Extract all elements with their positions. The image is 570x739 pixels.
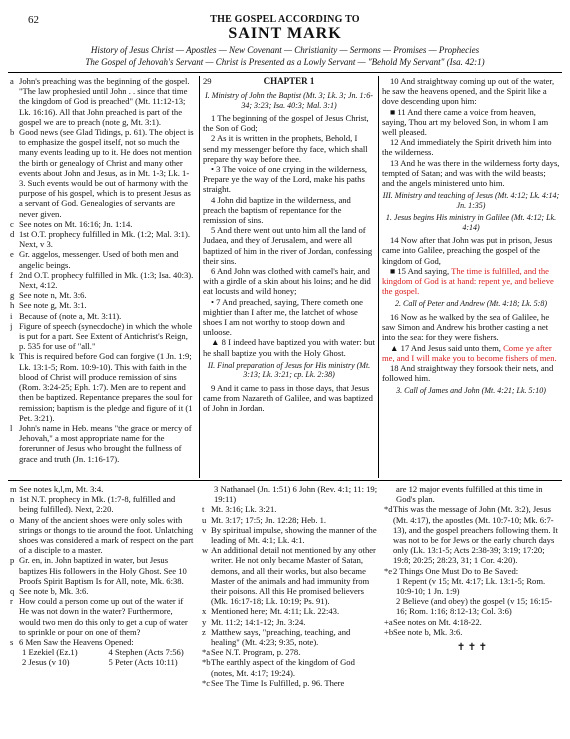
- bottom-mid-note: [202, 515, 378, 525]
- bottom-right-note: [384, 566, 560, 576]
- note-text: See note b, Mk. 3:6.: [393, 626, 463, 637]
- verse-17-words-of-jesus: Come ye after me, and I will make you to become fishers of men.: [382, 342, 557, 363]
- note-key: h: [10, 300, 15, 311]
- left-note: [10, 351, 195, 422]
- note-key: a: [10, 76, 14, 86]
- note-key: +b: [384, 626, 394, 637]
- footnotes-middle: [202, 484, 378, 736]
- note-key: b: [10, 127, 15, 138]
- note-text: John's name in Heb. means "the grace or mercy of Jehovah," a most appropriate name for the forerunner of Jesus who brought the fullness of grace and truth (Jn. 1:16-17).: [19, 422, 192, 464]
- note-text: 1st O.T. prophecy fulfilled in Mk. (1:2; Mal. 3:1). Next, v 3.: [19, 229, 190, 250]
- note-text: 1st N.T. prophecy in Mk. (1:7-8, fulfilled and being fulfilled). Next, 2:20.: [19, 494, 176, 515]
- left-note: [10, 311, 195, 321]
- bottom-left-note: [10, 637, 195, 647]
- note-key: y: [202, 616, 207, 627]
- scripture-column-middle: [203, 76, 375, 478]
- note-text: By spiritual impulse, showing the manner of the leading of Mt. 4:1; Lk. 4:1.: [211, 524, 377, 546]
- verse: 6 And John was clothed with camel's hair, and with a girdle of a skin about his loins; and he did eat locusts and wild honey;: [203, 266, 371, 297]
- bottom-right-note: [384, 484, 560, 504]
- verse: • 7 And preached, saying, There cometh one mightier than I after me, the latchet of whose shoes I am not worthy to stoop down and unloose.: [203, 296, 363, 338]
- bottom-left-note: [10, 596, 195, 637]
- bottom-left-note: [10, 555, 195, 586]
- note-text: See note n, Mt. 3:6.: [19, 290, 87, 301]
- note-key: *d: [384, 504, 393, 515]
- note-key: f: [10, 269, 13, 280]
- note-text: How could a person come up out of the water if He was not down in the water? Furthermore, would two men do this only to get a cup of water to sprinkle or pour on one of them?: [19, 596, 188, 637]
- note-text: See note g, Mt. 3:1.: [19, 300, 87, 311]
- note-text: Figure of speech (synecdoche) in which the whole is put for a part. See Extent of Antichrist's Reign, p. 535 for use of "all.": [19, 320, 193, 352]
- scripture-column-right: [382, 76, 560, 478]
- note-key: e: [10, 249, 14, 260]
- note-text: This is required before God can forgive (1 Jn. 1:9; Lk. 13:1-5; Rom. 10:9-10). This with faith in the blood of Christ will produce remission of sins (Rom. 3:24-25; Eph. 1:7). Men are to repent and then be baptized. Repentance prepares the soul for remission; baptism is the pledge and figure of it (1 Pet. 3:21).: [19, 351, 193, 423]
- bottom-right-note: [384, 596, 560, 616]
- bottom-left-note: [10, 484, 195, 494]
- column-divider-2: [378, 76, 379, 478]
- section-heading-3b: 1. Jesus begins His ministry in Galilee (Mt. 4:12; Lk. 4:14): [385, 213, 557, 232]
- men-list-row: [22, 657, 195, 667]
- note-text: See notes k,l,m, Mt. 3:4.: [19, 484, 104, 494]
- note-text: Matthew says, "preaching, teaching, and healing" (Mt. 4:23; 9:35, note).: [211, 626, 351, 648]
- note-text: Mt. 3:16; Lk. 3:21.: [211, 504, 277, 515]
- header-sub1: History of Jesus Christ — Apostles — New Covenant — Christianity — Sermons — Promises — Prophecies: [90, 45, 480, 55]
- note-key: g: [10, 290, 15, 301]
- verse-15-intro: ■ 15 And saying,: [390, 265, 452, 276]
- note-text: are 12 major events fulfilled at this time in God's plan.: [396, 484, 543, 505]
- verse: 13 And he was there in the wilderness forty days, tempted of Satan; and was with the wild beasts; and the angels ministered unto him.: [382, 157, 560, 189]
- bottom-mid-note: [202, 617, 378, 627]
- note-key: t: [202, 504, 205, 515]
- note-key: x: [202, 606, 207, 617]
- note-text: See The Time Is Fulfilled, p. 96. There: [211, 677, 345, 688]
- note-key: s: [10, 637, 14, 648]
- note-text: See note b, Mk. 3:6.: [19, 586, 89, 597]
- verse-15-words-of-jesus: The time is fulfilled, and the kingdom of God is at hand: repent ye, and believe the gospel.: [382, 265, 554, 297]
- note-key: k: [10, 351, 15, 362]
- bottom-left-note: [10, 494, 195, 514]
- header-sub2: The Gospel of Jehovah's Servant — Christ is Presented as a Lowly Servant — "Behold My Servant" (Isa. 42:1): [85, 57, 485, 67]
- bottom-left-note: [10, 586, 195, 596]
- left-notes-column: [10, 76, 195, 478]
- bottom-mid-note: [202, 678, 378, 688]
- section-heading-4: 2. Call of Peter and Andrew (Mt. 4:18; Lk. 5:8): [395, 299, 547, 309]
- section-heading-3: III. Ministry and teaching of Jesus (Mt. 4:12; Lk. 4:14; Jn. 1:35): [382, 191, 560, 210]
- verse: ■ 11 And there came a voice from heaven, saying, Thou art my beloved Son, in whom I am well pleased.: [382, 106, 549, 138]
- bottom-mid-note: [202, 657, 378, 677]
- men-list: [10, 647, 195, 667]
- bottom-mid-note: [202, 484, 378, 504]
- note-text: The earthly aspect of the kingdom of God (notes, Mt. 4:17; 19:24).: [211, 657, 355, 678]
- note-text: See notes on Mt. 4:18-22.: [393, 616, 482, 627]
- note-text: Mt. 11:2; 14:1-12; Jn. 3:24.: [211, 616, 306, 627]
- note-text: Mentioned here; Mt. 4:11; Lk. 22:43.: [211, 606, 340, 617]
- note-key: +a: [384, 616, 393, 627]
- note-key: j: [10, 320, 13, 331]
- bottom-right-note: [384, 576, 560, 596]
- verse: 4 John did baptize in the wilderness, and preach the baptism of repentance for the remission of sins.: [203, 194, 351, 226]
- cross-ornaments: ✝ ✝ ✝: [456, 642, 488, 654]
- note-key: l: [10, 422, 13, 433]
- left-note: [10, 300, 195, 310]
- header-rule: [8, 72, 562, 73]
- note-key: i: [10, 310, 13, 321]
- note-key: *a: [202, 647, 211, 658]
- note-key: m: [10, 484, 17, 494]
- bottom-right-note: [384, 627, 560, 637]
- note-key: c: [10, 218, 14, 229]
- note-text: Gr. aggelos, messenger. Used of both men and angelic beings.: [19, 249, 179, 270]
- note-text: This was the message of John (Mt. 3:2), Jesus (Mt. 4:17), the apostles (Mt. 10:7-10; Mk. 6:7-13), and the gospel preachers following them. It was not to be for Jews or the early church days only (Lk. 13:1-5; Acts 2:38-39; 3:19; 17:20; 19:8; 20:25; 28:23, 31; 1 Cor. 4:20).: [393, 504, 558, 566]
- left-note: [10, 270, 195, 290]
- bottom-right-note: [384, 617, 560, 627]
- section-heading-5: 3. Call of James and John (Mt. 4:21; Lk. 5:10): [396, 386, 546, 396]
- bottom-mid-note: [202, 525, 378, 545]
- note-key: v: [202, 524, 207, 535]
- men-list-item: 5 Peter (Acts 10:11): [108, 657, 178, 668]
- bottom-mid-note: [202, 606, 378, 616]
- verse-18: 18 And straightway they forsook their nets, and followed him.: [382, 362, 554, 384]
- verse: 10 And straightway coming up out of the water, he saw the heavens opened, and the Spirit like a dove descending upon him:: [382, 76, 555, 107]
- left-note: [10, 229, 195, 249]
- bottom-mid-note: [202, 647, 378, 657]
- bottom-left-note: [10, 515, 195, 556]
- left-note: [10, 290, 195, 300]
- verse-17-intro: ▲ 17 And Jesus said unto them,: [390, 342, 504, 353]
- note-text: 2nd O.T. prophecy fulfilled in Mk. (1:3; Isa. 40:3). Next, 4:12.: [19, 269, 194, 291]
- section-heading-1: I. Ministry of John the Baptist (Mt. 3; Lk. 3; Jn. 1:6-34; 3:23; Isa. 40:3; Mal. 3:1): [205, 91, 373, 110]
- men-list-item: 2 Jesus (v 10): [22, 657, 70, 668]
- footnotes-right: [384, 484, 560, 736]
- note-text: 3 Nathanael (Jn. 1:51) 6 John (Rev. 4:1; 11: 19; 19:11): [214, 484, 378, 505]
- note-key: d: [10, 229, 15, 240]
- note-text: See N.T. Program, p. 278.: [211, 647, 301, 658]
- note-text: Many of the ancient shoes were only soles with strings or thongs to tie around the foot. Unlatching shoes was considered a mark of respect on the part of a disciple to a master.: [19, 514, 194, 556]
- ref-number: 29: [203, 76, 212, 86]
- footnotes-left: [10, 484, 195, 736]
- note-key: u: [202, 514, 207, 525]
- verse: 1 The beginning of the gospel of Jesus Christ, the Son of God;: [203, 113, 369, 134]
- header-line1: THE GOSPEL ACCORDING TO: [210, 14, 360, 25]
- verse: ▲ 8 I indeed have baptized you with water: but he shall baptize you with the Holy Ghost.: [203, 337, 375, 358]
- note-text: 2 Things One Must Do to Be Saved:: [393, 565, 519, 576]
- verse-9: 9 And it came to pass in those days, that Jesus came from Nazareth of Galilee, and was baptized of John in Jordan.: [203, 382, 373, 414]
- left-note: [10, 321, 195, 352]
- verse-15: [382, 266, 560, 297]
- bottom-right-note: [384, 504, 560, 565]
- bottom-mid-note: [202, 545, 378, 606]
- note-text: Mt. 3:17; 17:5; Jn. 12:28; Heb. 1.: [211, 514, 327, 525]
- note-text: 2 Believe (and obey) the gospel (v 15; 16:15-16; Rom. 1:16; 8:12-13; Col. 3:6): [396, 596, 553, 617]
- note-text: 6 Men Saw the Heavens Opened:: [19, 637, 134, 648]
- note-text: Good news (see Glad Tidings, p. 61). The object is to emphasize the gospel itself, not so much the many events leading up to it. He does not mention the birth or genealogy of Christ and many other events about John and Jesus, as in Mt. 1-3; Lk. 1-3. Such events would be out of harmony with the purpose of his gospel, which is to present Jesus as a servant of God. Genealogies of servants are never given.: [19, 127, 194, 219]
- verse: • 3 The voice of one crying in the wilderness, Prepare ye the way of the Lord, make his paths straight.: [203, 164, 368, 195]
- bottom-mid-note: [202, 504, 378, 514]
- chapter-title: CHAPTER 1: [263, 76, 315, 86]
- note-key: *c: [202, 677, 211, 688]
- note-text: Because of (note a, Mt. 3:11).: [19, 310, 122, 321]
- section-heading-2: II. Final preparation of Jesus for His ministry (Mt. 3:13; Lk. 3:21; cp. Lk. 2:38): [207, 360, 371, 380]
- verse: 2 As it is written in the prophets, Behold, I send my messenger before thy face, which shall prepare thy way before thee.: [203, 133, 368, 164]
- bottom-mid-note: [202, 627, 378, 647]
- note-key: q: [10, 586, 15, 597]
- note-key: w: [202, 545, 209, 556]
- left-note: [10, 76, 195, 127]
- note-key: *e: [384, 565, 393, 576]
- footnote-rule: [8, 480, 562, 481]
- note-key: p: [10, 555, 15, 566]
- verse-14: 14 Now after that John was put in prison, Jesus came into Galilee, preaching the gospel of the kingdom of God,: [382, 235, 553, 266]
- left-note: [10, 249, 195, 269]
- verse-16: 16 Now as he walked by the sea of Galilee, he saw Simon and Andrew his brother casting a net into the sea: for they were fishers.: [382, 311, 550, 343]
- left-note: [10, 219, 195, 229]
- note-key: o: [10, 514, 15, 525]
- men-list-item: 1 Ezekiel (Ez.1): [22, 647, 78, 658]
- verse: 5 And there went out unto him all the land of Judaea, and they of Jerusalem, and were all baptized of him in the river of Jordan, confessing their sins.: [203, 225, 373, 266]
- men-list-row: [22, 647, 195, 657]
- note-key: r: [10, 596, 13, 607]
- note-text: An additional detail not mentioned by any other writer. He not only became Master of Satan, demons, and all their works, but also became Master of the animals and had immunity from their poisons. All this He promised believers (Mk. 16:17-18; Lk. 10:19; Ps. 91).: [211, 545, 376, 607]
- left-note: [10, 127, 195, 219]
- verse-17: [382, 343, 560, 363]
- note-text: John's preaching was the beginning of the gospel. "The law prophesied until John . . since that time the kingdom of God is preached" (Mt. 11:12-13; Lk. 16:16). All that John preached is part of the gospel we are to preach (note g, Mt. 3:1).: [19, 76, 190, 127]
- men-list-item: 4 Stephen (Acts 7:56): [108, 647, 184, 658]
- note-key: n: [10, 494, 15, 505]
- note-text: Gr. en, in. John baptized in water, but Jesus baptizes His followers in the Holy Ghost. See 10 Proofs Spirit Baptism Is for All, note, Mk. 6:38.: [19, 555, 187, 586]
- book-title: SAINT MARK: [228, 25, 342, 42]
- note-text: See notes on Mt. 16:16; Jn. 1:14.: [19, 218, 133, 229]
- note-key: z: [202, 626, 206, 637]
- page-number: 62: [28, 14, 39, 26]
- note-text: 1 Repent (v 15; Mt. 4:17; Lk. 13:1-5; Rom. 10:9-10; 1 Jn. 1:9): [396, 575, 546, 597]
- note-key: *b: [202, 657, 211, 668]
- column-divider-1: [199, 76, 200, 478]
- verse: 12 And immediately the Spirit driveth him into the wilderness.: [382, 137, 552, 158]
- left-note: [10, 423, 195, 464]
